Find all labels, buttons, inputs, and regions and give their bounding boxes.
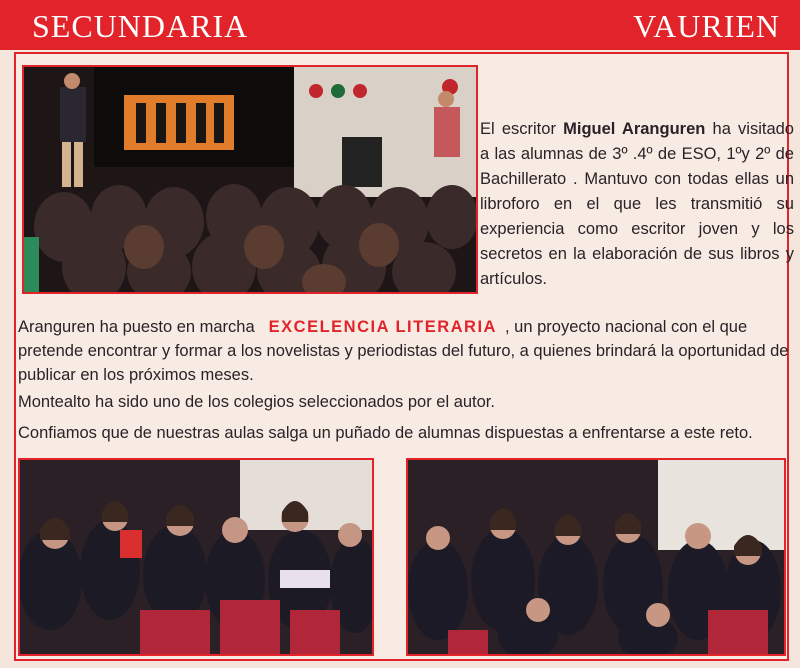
photo-author-talk (22, 65, 478, 294)
paragraph-project-after: , un proyecto nacional con el que pretende encontrar y formar a los novelistas y periodistas del futuro, a quienes brindará la oportunidad de publicar en los próximos meses. (18, 318, 789, 384)
school-name: VAURIEN (633, 8, 780, 44)
photo-students-right (406, 458, 786, 656)
paragraph-project (18, 315, 793, 387)
paragraph-closing: Confiamos que de nuestras aulas salga un puñado de alumnas dispuestas a enfrentarse a este reto. (18, 424, 753, 442)
paragraph-project-before: Aranguren ha puesto en marcha (18, 318, 255, 336)
photo-students-left-image (20, 460, 372, 654)
section-title: SECUNDARIA (32, 8, 249, 44)
author-name: Miguel Aranguren (563, 120, 706, 138)
photo-students-left (18, 458, 374, 656)
photo-students-right-image (408, 460, 784, 654)
section-header (0, 0, 800, 50)
paragraph-selection: Montealto ha sido uno de los colegios seleccionados por el autor. (18, 393, 495, 411)
intro-text-before: El escritor (480, 120, 564, 138)
intro-text-after: ha visitado a las alumnas de 3º .4º de ESO, 1ºy 2º de Bachillerato . Mantuvo con todas ellas un libroforo en el que les transmitió su experiencia como escritor joven y los secretos en la elaboración de sus libros y artículos. (480, 120, 794, 288)
photo-author-talk-image (24, 67, 476, 292)
project-highlight: EXCELENCIA LITERARIA (268, 318, 497, 336)
intro-paragraph (480, 117, 794, 292)
